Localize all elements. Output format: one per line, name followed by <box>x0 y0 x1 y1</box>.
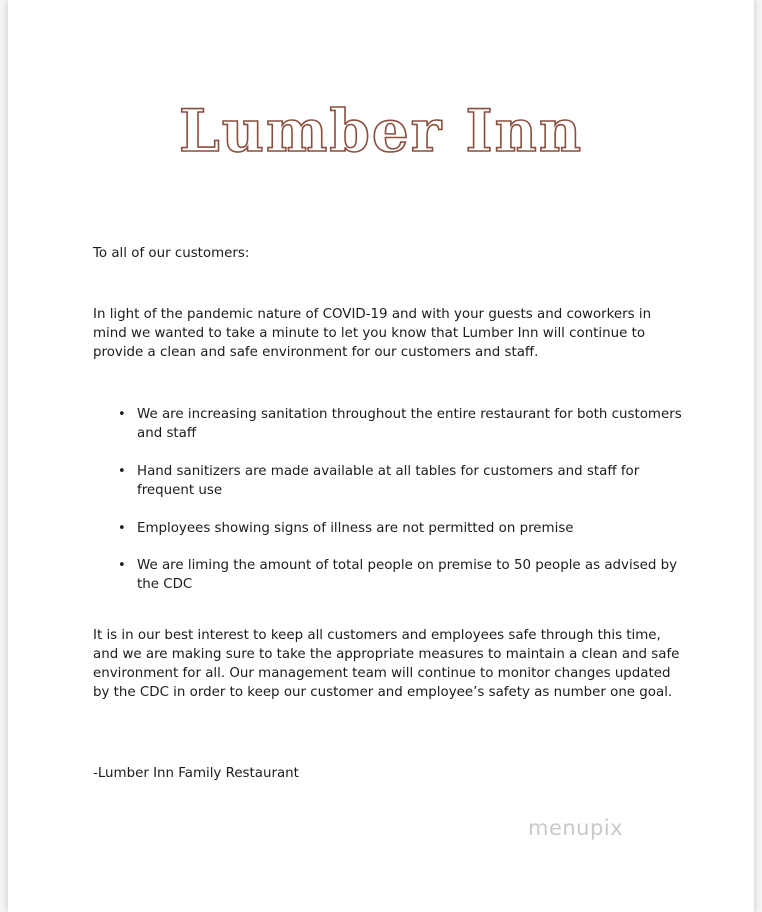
signature: -Lumber Inn Family Restaurant <box>93 766 299 781</box>
greeting: To all of our customers: <box>93 246 250 261</box>
list-item-text: Employees showing signs of illness are not permitted on premise <box>137 521 574 536</box>
intro-paragraph: In light of the pandemic nature of COVID-19 and with your guests and coworkers in mind we wanted to take a minute to let you know that Lumber Inn will continue to provide a clean and safe environment for our customers and staff. <box>93 307 652 360</box>
bullet-icon: • <box>118 558 126 573</box>
list-item <box>93 556 683 594</box>
list-item-text: We are increasing sanitation throughout the entire restaurant for both customers and staff <box>137 407 682 441</box>
document-page <box>8 0 754 912</box>
watermark-logo: menupix <box>528 816 624 840</box>
bullet-icon: • <box>118 464 126 479</box>
list-item <box>93 405 683 443</box>
list-item <box>93 462 683 500</box>
bullet-icon: • <box>118 521 126 536</box>
list-item-text: We are liming the amount of total people on premise to 50 people as advised by the CDC <box>137 558 678 592</box>
list-item <box>93 519 683 538</box>
bullet-icon: • <box>118 407 126 422</box>
closing-paragraph: It is in our best interest to keep all customers and employees safe through this time, and we are making sure to take the appropriate measures to maintain a clean and safe environment for all. Our management team will continue to monitor changes updated by the CDC in order to keep our customer and employee’s safety as number one goal. <box>93 628 680 700</box>
logo-title: Lumber Inn <box>179 97 583 165</box>
list-item-text: Hand sanitizers are made available at all tables for customers and staff for frequent use <box>137 464 640 498</box>
precautions-list <box>93 405 683 613</box>
